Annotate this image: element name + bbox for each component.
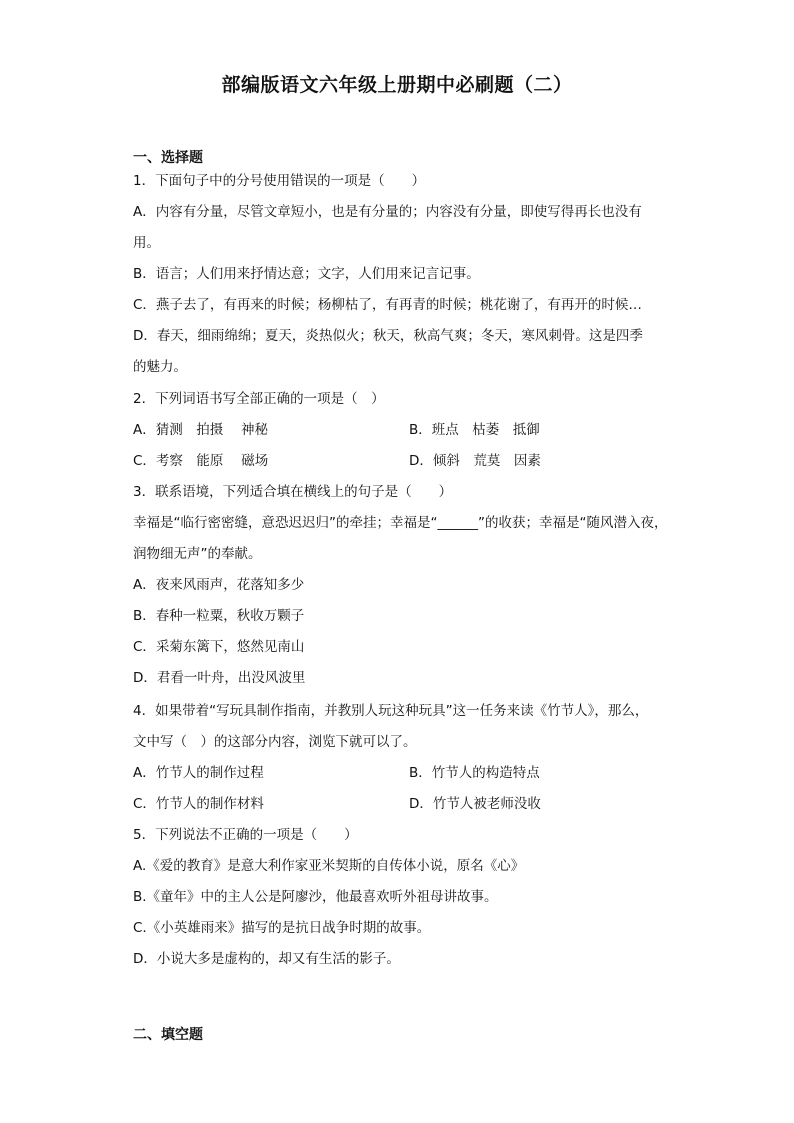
q2-option-b: B．班点 枯萎 抵御: [409, 422, 540, 438]
q1-stem: 1．下面句子中的分号使用错误的一项是（ ）: [133, 173, 426, 189]
section-heading-fill: 二、填空题: [133, 1027, 203, 1043]
q3-option-b: B．春种一粒粟，秋收万颗子: [133, 608, 305, 624]
q1-option-c: C．燕子去了，有再来的时候；杨柳枯了，有再青的时候；桃花谢了，有再开的时候…: [133, 297, 642, 313]
q1-option-d-cont: 的魅力。: [133, 359, 187, 375]
q2-option-d: D．倾斜 荒莫 因素: [409, 453, 541, 469]
q3-stem: 3．联系语境，下列适合填在横线上的句子是（ ）: [133, 484, 453, 500]
q1-option-a: A．内容有分量，尽管文章短小，也是有分量的；内容没有分量，即使写得再长也没有: [133, 204, 642, 220]
q2-stem: 2．下列词语书写全部正确的一项是（ ）: [133, 391, 385, 407]
q2-option-c: C．考察 能原 磁场: [133, 453, 269, 469]
q3-context-cont: 润物细无声”的奉献。: [133, 546, 262, 562]
q4-option-a: A．竹节人的制作过程: [133, 765, 264, 781]
q1-option-a-cont: 用。: [133, 235, 160, 251]
q4-option-d: D．竹节人被老师没收: [409, 796, 541, 812]
page-title: 部编版语文六年级上册期中必刷题（二）: [221, 74, 573, 96]
q3-context: 幸福是“临行密密缝，意恐迟迟归”的牵挂；幸福是“______”的收获；幸福是“随风潜入夜，: [133, 515, 668, 531]
q5-option-a: A.《爱的教育》是意大利作家亚米契斯的自传体小说，原名《心》: [133, 858, 525, 874]
q5-option-c: C.《小英雄雨来》描写的是抗日战争时期的故事。: [133, 920, 431, 936]
q1-option-b: B．语言；人们用来抒情达意；文字，人们用来记言记事。: [133, 266, 480, 282]
section-heading-choice: 一、选择题: [133, 150, 203, 166]
q4-option-b: B．竹节人的构造特点: [409, 765, 540, 781]
q4-stem: 4．如果带着“写玩具制作指南，并教别人玩这种玩具”这一任务来读《竹节人》，那么，: [133, 703, 649, 719]
q1-option-d: D．春天，细雨绵绵；夏天，炎热似火；秋天，秋高气爽；冬天，寒风刺骨。这是四季: [133, 328, 643, 344]
q3-option-d: D．君看一叶舟，出没风波里: [133, 670, 306, 686]
q4-option-c: C．竹节人的制作材料: [133, 796, 264, 812]
q3-option-a: A．夜来风雨声，花落知多少: [133, 577, 305, 593]
q3-option-c: C．采菊东篱下，悠然见南山: [133, 639, 305, 655]
q4-stem-cont: 文中写（ ）的这部分内容，浏览下就可以了。: [133, 734, 417, 750]
q5-option-b: B.《童年》中的主人公是阿廖沙，他最喜欢听外祖母讲故事。: [133, 889, 498, 905]
q2-option-a: A．猜测 拍摄 神秘: [133, 422, 269, 438]
q5-option-d: D．小说大多是虚构的，却又有生活的影子。: [133, 951, 400, 967]
q5-stem: 5．下列说法不正确的一项是（ ）: [133, 827, 358, 843]
